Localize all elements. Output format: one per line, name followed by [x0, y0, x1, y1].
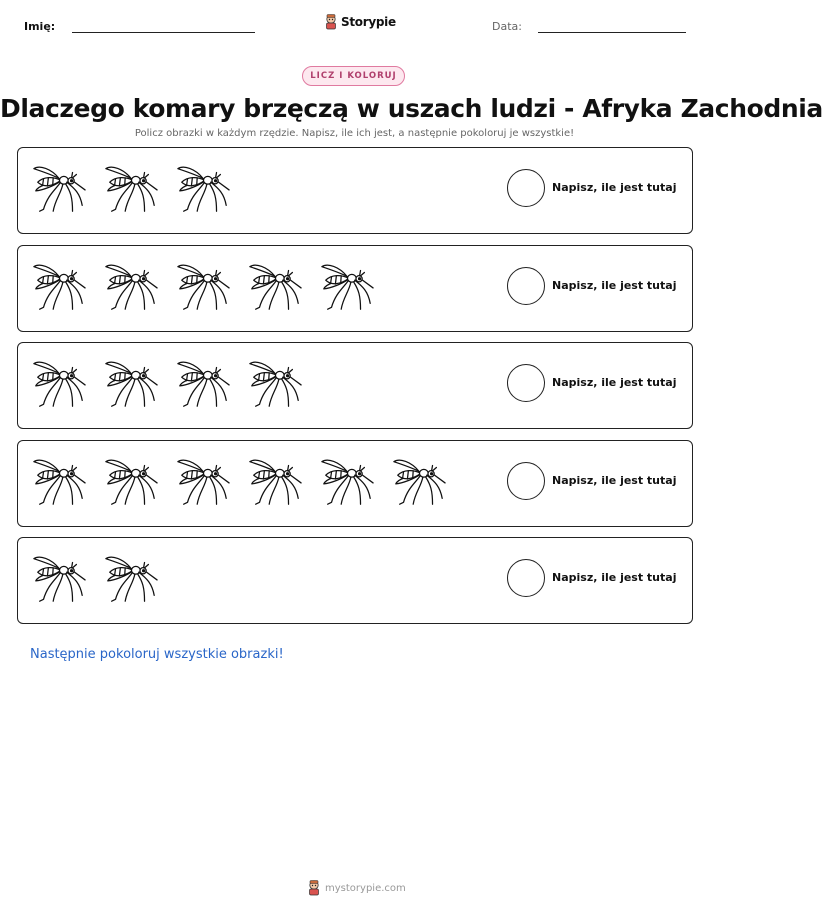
answer-circle[interactable]: [507, 169, 545, 207]
name-line: [72, 32, 255, 33]
answer-prompt: Napisz, ile jest tutaj: [552, 376, 677, 389]
mosquito-group: [30, 550, 160, 610]
page-title: Dlaczego komary brzęczą w uszach ludzi - Afryka Zachodnia: [0, 94, 823, 123]
counting-row-3: [17, 342, 693, 429]
counting-row-4: [17, 440, 693, 527]
mosquito-icon: [174, 258, 232, 314]
mosquito-icon: [30, 258, 88, 314]
mosquito-icon: [318, 258, 376, 314]
mosquito-icon: [102, 355, 160, 411]
mosquito-icon: [318, 453, 376, 509]
footer-brand: [307, 880, 406, 896]
mosquito-icon: [30, 550, 88, 606]
answer-prompt: Napisz, ile jest tutaj: [552, 181, 677, 194]
answer-circle[interactable]: [507, 462, 545, 500]
mosquito-icon: [102, 160, 160, 216]
footer-instruction: Następnie pokoloruj wszystkie obrazki!: [30, 647, 284, 662]
footer-site: mystorypie.com: [325, 882, 406, 894]
mosquito-icon: [30, 355, 88, 411]
mosquito-icon: [30, 160, 88, 216]
answer-circle[interactable]: [507, 267, 545, 305]
mosquito-icon: [174, 355, 232, 411]
date-line: [538, 32, 686, 33]
mosquito-group: [30, 453, 448, 513]
mosquito-icon: [102, 550, 160, 606]
mosquito-icon: [102, 453, 160, 509]
mosquito-group: [30, 258, 376, 318]
mosquito-icon: [174, 160, 232, 216]
answer-prompt: Napisz, ile jest tutaj: [552, 278, 677, 292]
mosquito-icon: [102, 258, 160, 314]
brand-name: Storypie: [341, 15, 396, 29]
mosquito-group: [30, 355, 304, 415]
answer-prompt: Napisz, ile jest tutaj: [552, 473, 677, 487]
mosquito-icon: [30, 453, 88, 509]
pie-mascot-icon: [307, 880, 321, 896]
worksheet-header: [0, 0, 709, 50]
brand-logo: [324, 14, 396, 30]
mosquito-group: [30, 160, 232, 220]
mosquito-icon: [246, 453, 304, 509]
counting-row-1: [17, 147, 693, 234]
counting-row-5: [17, 537, 693, 624]
mosquito-icon: [390, 453, 448, 509]
date-label: Data:: [492, 20, 522, 33]
answer-circle[interactable]: [507, 559, 545, 597]
name-label: Imię:: [24, 20, 56, 33]
pie-mascot-icon: [324, 14, 338, 30]
page-subtitle: Policz obrazki w każdym rzędzie. Napisz, ile ich jest, a następnie pokoloruj je wszystkie!: [134, 128, 575, 139]
counting-rows: [17, 147, 693, 635]
activity-badge: LICZ I KOLORUJ: [302, 66, 405, 86]
answer-prompt: Napisz, ile jest tutaj: [552, 571, 677, 584]
mosquito-icon: [174, 453, 232, 509]
mosquito-icon: [246, 258, 304, 314]
mosquito-icon: [246, 355, 304, 411]
counting-row-2: [17, 245, 693, 332]
answer-circle[interactable]: [507, 364, 545, 402]
